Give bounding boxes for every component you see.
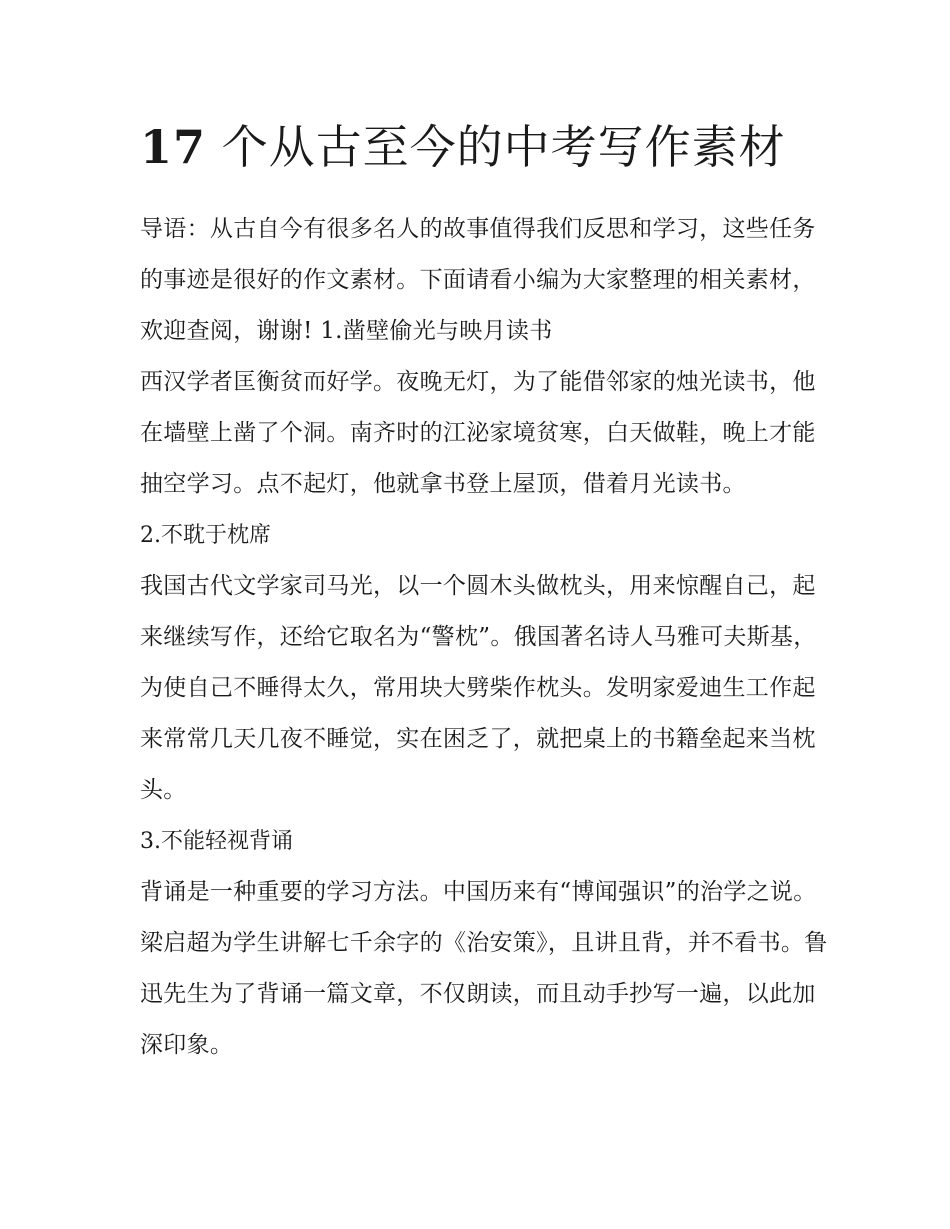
title-number: 17 — [140, 120, 207, 174]
section-2-heading: 2.不耽于枕席 — [140, 523, 271, 548]
intro-paragraph: 导语：从古自今有很多名人的故事值得我们反思和学习，这些任务的事迹是很好的作文素材。下面请看小编为大家整理的相关素材，欢迎查阅，谢谢! 1.凿壁偷光与映月读书 — [140, 216, 816, 344]
document-page — [140, 112, 830, 1071]
page-title — [140, 112, 830, 182]
section-3-heading: 3.不能轻视背诵 — [140, 829, 293, 854]
section-3-body: 背诵是一种重要的学习方法。中国历来有“博闻强识”的治学之说。梁启超为学生讲解七千余字的《治安策》，且讲且背，并不看书。鲁迅先生为了背诵一篇文章，不仅朗读，而且动手抄写一遍，以此加深印象。 — [140, 879, 828, 1058]
section-2-body: 我国古代文学家司马光，以一个圆木头做枕头，用来惊醒自己，起来继续写作，还给它取名为“警枕”。俄国著名诗人马雅可夫斯基，为使自己不睡得太久，常用块大劈柴作枕头。发明家爱迪生工作起来常常几天几夜不睡觉，实在困乏了，就把桌上的书籍垒起来当枕头。 — [140, 573, 817, 803]
title-text: 个从古至今的中考写作素材 — [221, 120, 786, 174]
section-1-body: 西汉学者匡衡贫而好学。夜晚无灯，为了能借邻家的烛光读书，他在墙壁上凿了个洞。南齐时的江泌家境贫寒，白天做鞋，晚上才能抽空学习。点不起灯，他就拿书登上屋顶，借着月光读书。 — [140, 369, 816, 497]
